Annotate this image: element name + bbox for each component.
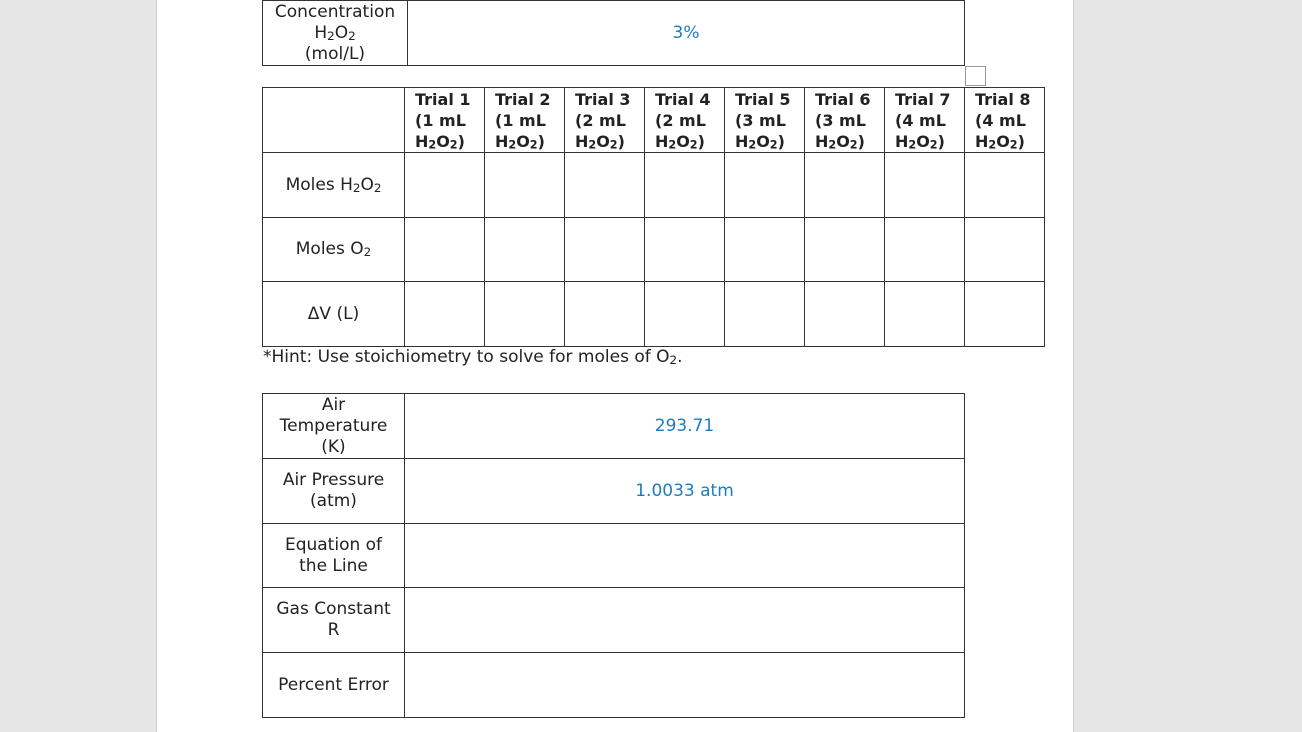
cell[interactable] bbox=[565, 153, 645, 218]
gas-constant-value[interactable] bbox=[405, 588, 965, 653]
trials-table bbox=[262, 87, 1045, 347]
percent-error-label[interactable]: Percent Error bbox=[263, 653, 405, 718]
cell[interactable] bbox=[645, 282, 725, 347]
concentration-label-line3: (mol/L) bbox=[304, 43, 366, 64]
cell[interactable] bbox=[805, 282, 885, 347]
cell[interactable] bbox=[405, 218, 485, 282]
cell[interactable] bbox=[965, 282, 1045, 347]
row-label-moles-h2o2[interactable]: Moles $H_2O_2$ bbox=[263, 153, 405, 218]
trial-header-3[interactable]: Trial 3 (2 mL $H_2O_2$) bbox=[565, 88, 645, 153]
table-row bbox=[263, 459, 965, 524]
cell[interactable] bbox=[645, 218, 725, 282]
trial-header-2[interactable]: Trial 2 (1 mL $H_2O_2$) bbox=[485, 88, 565, 153]
cell[interactable] bbox=[565, 282, 645, 347]
cell[interactable] bbox=[485, 282, 565, 347]
equation-of-line-label[interactable]: Equation of the Line bbox=[263, 524, 405, 588]
air-pressure-value[interactable]: 1.0033 atm bbox=[405, 459, 965, 524]
cell[interactable] bbox=[805, 218, 885, 282]
table-row bbox=[263, 218, 1045, 282]
cell[interactable] bbox=[725, 153, 805, 218]
cell[interactable] bbox=[485, 218, 565, 282]
cell[interactable] bbox=[965, 153, 1045, 218]
trial-header-4[interactable]: Trial 4 (2 mL $H_2O_2$) bbox=[645, 88, 725, 153]
table-row bbox=[263, 153, 1045, 218]
cell[interactable] bbox=[965, 218, 1045, 282]
table-row bbox=[263, 524, 965, 588]
row-label-moles-o2[interactable]: Moles $O_2$ bbox=[263, 218, 405, 282]
table-anchor-handle[interactable] bbox=[965, 66, 986, 86]
concentration-value-cell[interactable] bbox=[408, 1, 965, 66]
cell[interactable] bbox=[805, 153, 885, 218]
air-temperature-label[interactable]: Air Temperature (K) bbox=[263, 394, 405, 459]
cell[interactable] bbox=[885, 153, 965, 218]
cell[interactable] bbox=[725, 282, 805, 347]
trial-header-1[interactable]: Trial 1 (1 mL $H_2O_2$) bbox=[405, 88, 485, 153]
trials-corner-cell[interactable] bbox=[263, 88, 405, 153]
trial-header-5[interactable]: Trial 5 (3 mL $H_2O_2$) bbox=[725, 88, 805, 153]
air-temperature-value[interactable]: 293.71 bbox=[405, 394, 965, 459]
trial-header-8[interactable]: Trial 8 (4 mL $H_2O_2$) bbox=[965, 88, 1045, 153]
cell[interactable] bbox=[565, 218, 645, 282]
trial-header-7[interactable]: Trial 7 (4 mL $H_2O_2$) bbox=[885, 88, 965, 153]
cell[interactable] bbox=[885, 282, 965, 347]
concentration-label-line1: Concentration bbox=[274, 1, 396, 22]
concentration-value: 3% bbox=[672, 22, 700, 43]
cell[interactable] bbox=[645, 153, 725, 218]
table-row bbox=[263, 394, 965, 459]
row-label-delta-v[interactable]: ΔV (L) bbox=[263, 282, 405, 347]
trial-header-6[interactable]: Trial 6 (3 mL $H_2O_2$) bbox=[805, 88, 885, 153]
air-pressure-label[interactable]: Air Pressure (atm) bbox=[263, 459, 405, 524]
concentration-label-cell[interactable] bbox=[263, 1, 408, 66]
cell[interactable] bbox=[405, 153, 485, 218]
table-row bbox=[263, 282, 1045, 347]
cell[interactable] bbox=[485, 153, 565, 218]
cell[interactable] bbox=[725, 218, 805, 282]
equation-of-line-value[interactable] bbox=[405, 524, 965, 588]
table-row bbox=[263, 588, 965, 653]
cell[interactable] bbox=[885, 218, 965, 282]
gas-constant-label[interactable]: Gas Constant R bbox=[263, 588, 405, 653]
concentration-table bbox=[262, 0, 965, 66]
cell[interactable] bbox=[405, 282, 485, 347]
percent-error-value[interactable] bbox=[405, 653, 965, 718]
concentration-label-line2: $H_2O_2$ bbox=[314, 22, 356, 43]
hint-text: *Hint: Use stoichiometry to solve for moles of $O_2$. bbox=[263, 347, 683, 367]
table-row bbox=[263, 653, 965, 718]
air-table bbox=[262, 393, 965, 718]
